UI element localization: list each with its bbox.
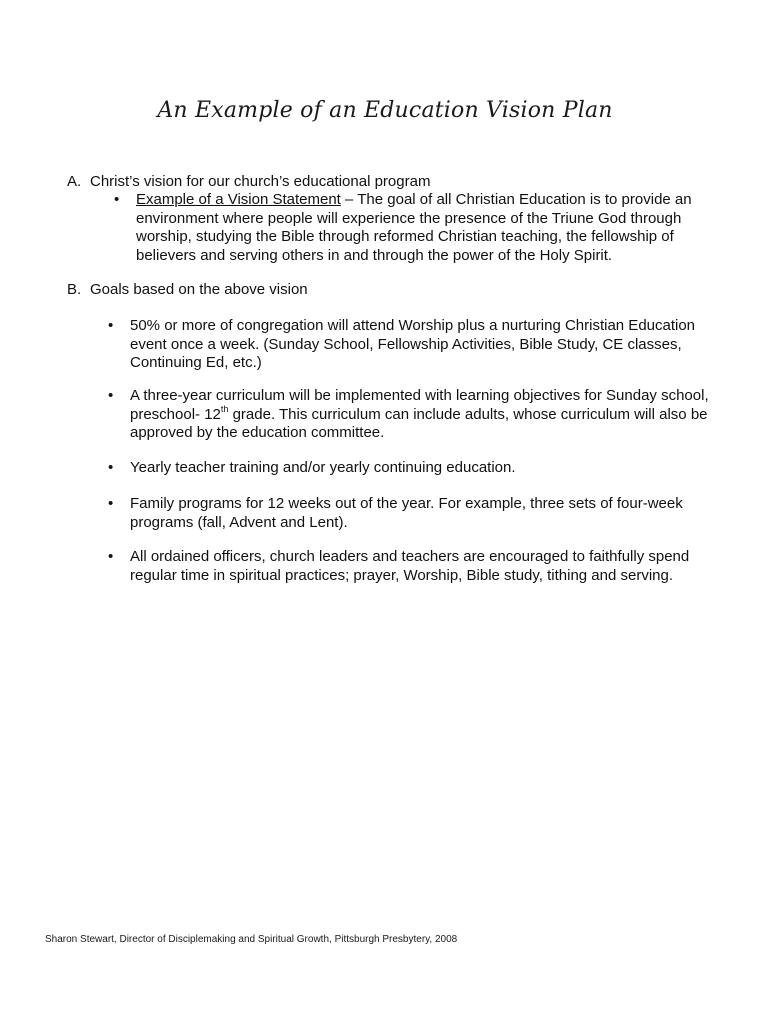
bullet-marker: • — [108, 548, 114, 565]
page-title: An Example of an Education Vision Plan — [157, 98, 613, 123]
goal-bullet-attendance — [108, 317, 710, 373]
goal-bullet-spiritual-practices — [108, 548, 710, 585]
section-a-letter: A. — [67, 173, 82, 190]
goal-text-after: grade. This curriculum can include adults, whose curriculum will also be approved by the education committee. — [130, 405, 708, 441]
section-a-heading — [67, 173, 430, 191]
bullet-marker: • — [108, 317, 114, 334]
goal-bullet-curriculum — [108, 387, 730, 443]
bullet-marker: • — [108, 495, 114, 512]
bullet-marker: • — [114, 191, 120, 208]
section-b-heading — [67, 281, 308, 299]
footer-credit: Sharon Stewart, Director of Disciplemaking and Spiritual Growth, Pittsburgh Presbytery, 2008 — [45, 934, 458, 945]
goal-text: Yearly teacher training and/or yearly continuing education. — [130, 459, 516, 476]
goal-bullet-training — [108, 459, 730, 478]
goal-text: All ordained officers, church leaders and teachers are encouraged to faithfully spend regular time in spiritual practices; prayer, Worship, Bible study, tithing and serving. — [130, 548, 690, 584]
section-a-heading-text: Christ’s vision for our church’s educational program — [90, 173, 431, 190]
vision-statement-label: Example of a Vision Statement — [136, 191, 341, 208]
goal-text: Family programs for 12 weeks out of the year. For example, three sets of four-week programs (fall, Advent and Lent). — [130, 495, 683, 531]
goal-bullet-family-programs — [108, 495, 710, 532]
section-b-letter: B. — [67, 281, 82, 298]
bullet-marker: • — [108, 459, 114, 476]
goal-text-superscript: th — [220, 403, 229, 414]
bullet-marker: • — [108, 387, 114, 404]
vision-statement-text: – The goal of all Christian Education is to provide an environment where people will experience the presence of the Triune God through worship, studying the Bible through reformed Christian teaching, the fellowship of believers and serving others in and through the power of the Holy Spirit. — [136, 191, 692, 264]
vision-statement-bullet — [114, 191, 696, 265]
goal-text: 50% or more of congregation will attend Worship plus a nurturing Christian Education event once a week. (Sunday School, Fellowship Activities, Bible Study, CE classes, Continuing Ed, etc.) — [130, 317, 696, 371]
goal-text-before: A three-year curriculum will be implemented with learning objectives for Sunday school, preschool- 12 — [130, 387, 709, 423]
section-b-heading-text: Goals based on the above vision — [90, 281, 308, 298]
